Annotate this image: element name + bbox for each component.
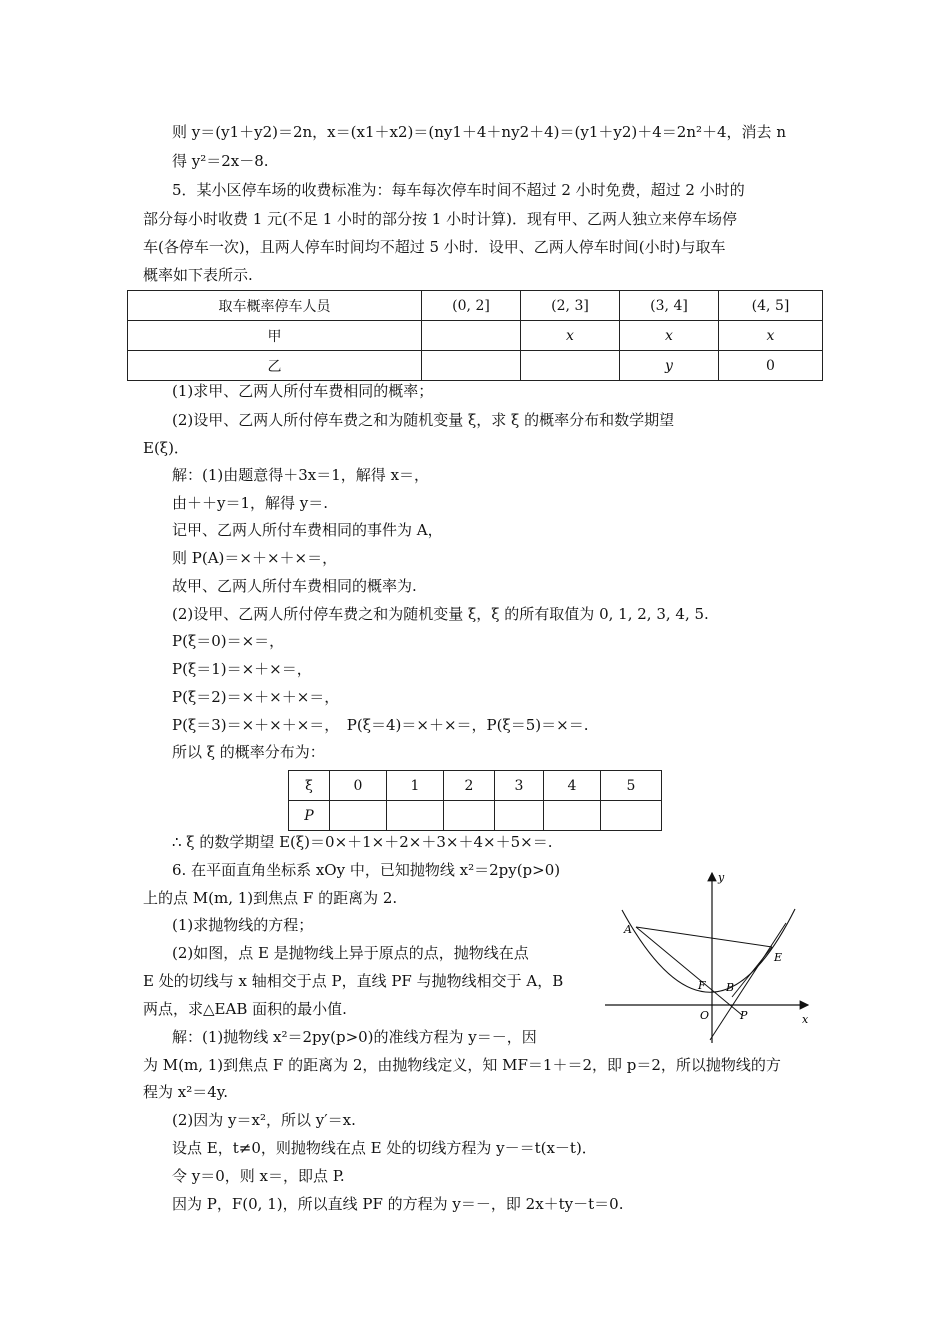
- table-cell: x: [521, 321, 620, 351]
- solution-line-2: 由＋＋y＝1，解得 y＝.: [172, 494, 329, 512]
- solution-line-12: ∴ ξ 的数学期望 E(ξ)＝0×＋1×＋2×＋3×＋4×＋5×＝.: [172, 833, 553, 851]
- label-b: B: [726, 981, 735, 994]
- solution-line-7: P(ξ＝0)＝×＝，: [172, 632, 285, 650]
- problem6-line-3: (1)求抛物线的方程；: [172, 916, 314, 934]
- distribution-table: [288, 770, 662, 831]
- table-cell: 5: [601, 771, 662, 801]
- label-e: E: [774, 951, 783, 964]
- table-cell: x: [620, 321, 719, 351]
- table-cell: 0: [719, 351, 823, 381]
- problem6-line-5: E 处的切线与 x 轴相交于点 P，直线 PF 与抛物线相交于 A，B: [143, 972, 564, 990]
- table-cell: [601, 801, 662, 831]
- label-f: F: [698, 979, 706, 992]
- problem6-line-6: 两点，求△EAB 面积的最小值.: [143, 1000, 347, 1018]
- solution-line-9: P(ξ＝2)＝×＋×＋×＝，: [172, 688, 340, 706]
- table-cell: 2: [444, 771, 495, 801]
- label-o: O: [700, 1009, 710, 1022]
- table-cell: [387, 801, 444, 831]
- table-cell: 3: [495, 771, 544, 801]
- solution6-line-6: 令 y＝0，则 x＝，即点 P.: [172, 1167, 345, 1185]
- solution-line-3: 记甲、乙两人所付车费相同的事件为 A，: [172, 521, 443, 539]
- label-p: P: [740, 1009, 748, 1022]
- table-cell: [544, 801, 601, 831]
- table-cell: 0: [330, 771, 387, 801]
- line-be: [732, 947, 772, 997]
- table-cell: 甲: [128, 321, 422, 351]
- solution6-line-1: 解：(1)抛物线 x²＝2py(p>0)的准线方程为 y＝－，因: [172, 1028, 537, 1046]
- label-x: x: [802, 1013, 809, 1026]
- problem5-line-3: 车(各停车一次)，且两人停车时间均不超过 5 小时．设甲、乙两人停车时间(小时)与取车: [143, 238, 726, 256]
- table-cell: 1: [387, 771, 444, 801]
- solution-line-8: P(ξ＝1)＝×＋×＝，: [172, 660, 312, 678]
- table-cell: [422, 321, 521, 351]
- solution-line-6: (2)设甲、乙两人所付停车费之和为随机变量 ξ，ξ 的所有取值为 0, 1, 2, 3, 4, 5.: [172, 605, 709, 623]
- table-cell: [495, 801, 544, 831]
- problem5-line-4: 概率如下表所示.: [143, 266, 253, 284]
- problem5-line-2: 部分每小时收费 1 元(不足 1 小时的部分按 1 小时计算)．现有甲、乙两人独立来停车场停: [143, 210, 737, 228]
- table-cell: y: [620, 351, 719, 381]
- solution-line-5: 故甲、乙两人所付车费相同的概率为.: [172, 577, 417, 595]
- question-1: (1)求甲、乙两人所付车费相同的概率；: [172, 382, 434, 400]
- line-1: 则 y＝(y1＋y2)＝2n，x＝(x1＋x2)＝(ny1＋4＋ny2＋4)＝(y1＋y2)＋4＝2n²＋4，消去 n: [172, 123, 786, 141]
- solution-line-11: 所以 ξ 的概率分布为：: [172, 743, 325, 761]
- table-cell: [330, 801, 387, 831]
- table-cell: 4: [544, 771, 601, 801]
- problem5-line-1: 5．某小区停车场的收费标准为：每车每次停车时间不超过 2 小时免费，超过 2 小时的: [172, 181, 745, 199]
- label-y: y: [718, 871, 725, 884]
- table-header: (0, 2]: [422, 291, 521, 321]
- table-cell: 乙: [128, 351, 422, 381]
- solution6-line-7: 因为 P，F(0, 1)，所以直线 PF 的方程为 y＝－，即 2x＋ty－t＝0.: [172, 1195, 624, 1213]
- table-cell: [444, 801, 495, 831]
- solution-line-4: 则 P(A)＝×＋×＋×＝，: [172, 549, 338, 567]
- solution-line-10: P(ξ＝3)＝×＋×＋×＝， P(ξ＝4)＝×＋×＝，P(ξ＝5)＝×＝.: [172, 716, 589, 734]
- table-cell: ξ: [289, 771, 330, 801]
- table-cell: x: [719, 321, 823, 351]
- table-cell: [422, 351, 521, 381]
- table-header: (3, 4]: [620, 291, 719, 321]
- solution-line-1: 解：(1)由题意得＋3x＝1，解得 x＝，: [172, 466, 430, 484]
- solution6-line-5: 设点 E，t≠0，则抛物线在点 E 处的切线方程为 y－＝t(x－t)．: [172, 1139, 597, 1157]
- solution6-line-2: 为 M(m, 1)到焦点 F 的距离为 2，由抛物线定义，知 MF＝1＋＝2，即 p＝2，所以抛物线的方: [143, 1056, 781, 1074]
- parking-probability-table: [127, 290, 823, 381]
- table-cell: P: [289, 801, 330, 831]
- table-header: (2, 3]: [521, 291, 620, 321]
- question-2-line-1: (2)设甲、乙两人所付停车费之和为随机变量 ξ，求 ξ 的概率分布和数学期望: [172, 411, 675, 429]
- table-cell: [521, 351, 620, 381]
- solution6-line-3: 程为 x²＝4y.: [143, 1083, 229, 1101]
- parabola-figure: [600, 865, 820, 1045]
- solution6-line-4: (2)因为 y＝x²，所以 y′＝x.: [172, 1111, 356, 1129]
- tangent-line: [710, 923, 786, 1040]
- problem6-line-1: 6. 在平面直角坐标系 xOy 中，已知抛物线 x²＝2py(p>0): [172, 861, 561, 879]
- question-2-line-2: E(ξ)．: [143, 439, 189, 457]
- table-header: (4, 5]: [719, 291, 823, 321]
- line-2: 得 y²＝2x－8.: [172, 152, 269, 170]
- table-header: 取车概率停车人员: [128, 291, 422, 321]
- problem6-line-2: 上的点 M(m, 1)到焦点 F 的距离为 2.: [143, 889, 398, 907]
- problem6-line-4: (2)如图，点 E 是抛物线上异于原点的点，抛物线在点: [172, 944, 529, 962]
- label-a: A: [624, 923, 632, 936]
